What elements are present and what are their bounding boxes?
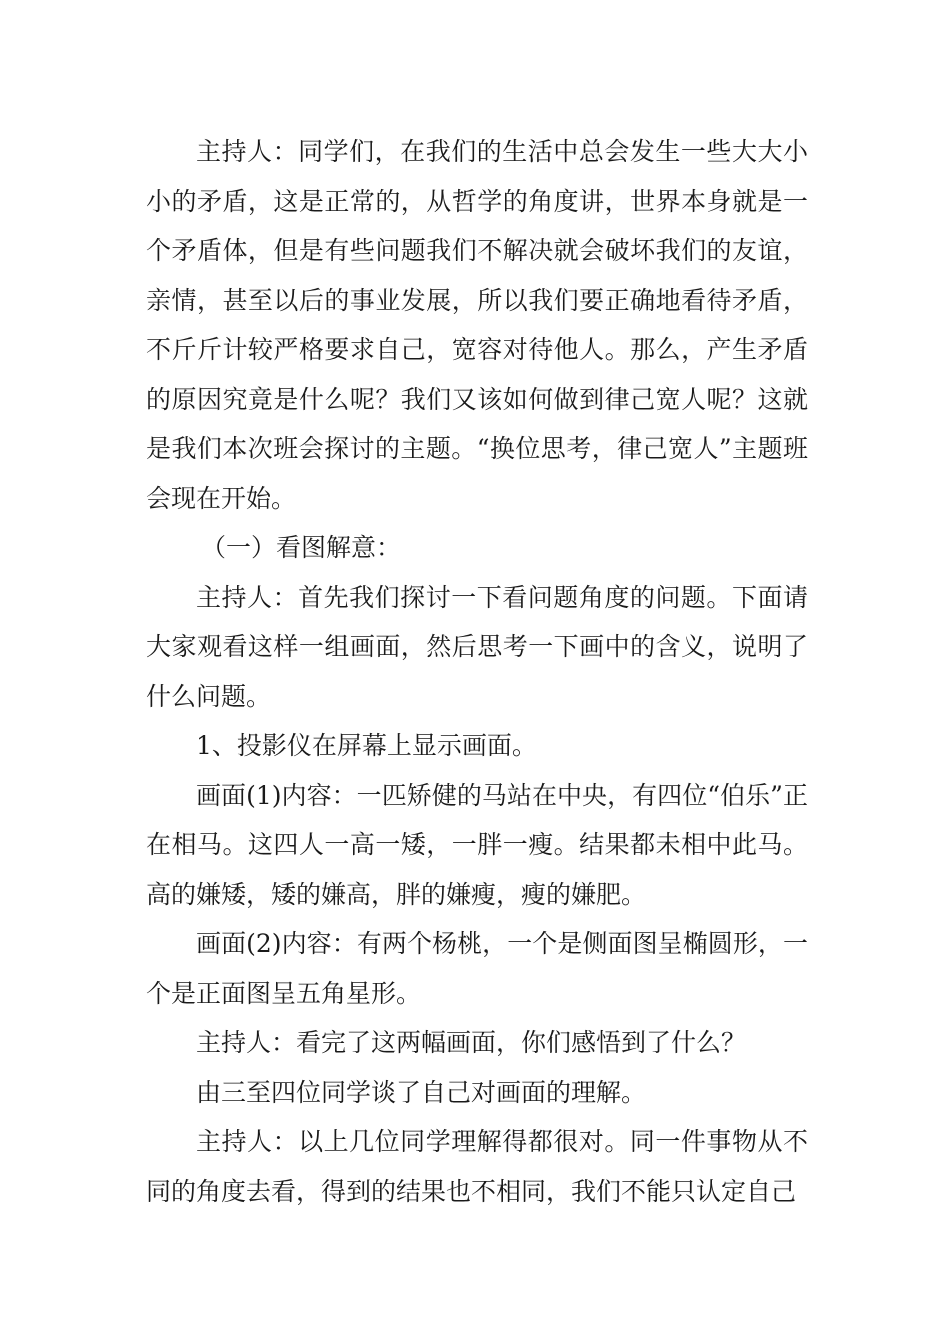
paragraph-picture-2: 画面(2)内容：有两个杨桃，一个是侧面图呈椭圆形，一个是正面图呈五角星形。 (146, 929, 808, 1008)
paragraph-picture-1: 画面(1)内容：一匹矫健的马站在中央，有四位“伯乐”正在相马。这四人一高一矮，一胖一瘦。结果都未相中此马。高的嫌矮，矮的嫌高，胖的嫌瘦，瘦的嫌肥。 (146, 780, 808, 909)
paragraph-step-1: 1、投影仪在屏幕上显示画面。 (196, 731, 537, 760)
paragraph-host-summary: 主持人：以上几位同学理解得都很对。同一件事物从不同的角度去看，得到的结果也不相同，我们不能只认定自己 (146, 1127, 808, 1206)
document-body (146, 127, 808, 1216)
section-heading: （一）看图解意： (201, 533, 402, 562)
paragraph-students: 由三至四位同学谈了自己对画面的理解。 (196, 1077, 647, 1107)
paragraph-intro: 主持人：同学们，在我们的生活中总会发生一些大大小小的矛盾，这是正常的，从哲学的角度讲，世界本身就是一个矛盾体，但是有些问题我们不解决就会破坏我们的友谊，亲情，甚至以后的事业发展，所以我们要正确地看待矛盾，不斤斤计较严格要求自己，宽容对待他人。那么，产生矛盾的原因究竟是什么呢？我们又该如何做到律己宽人呢？这就是我们本次班会探讨的主题。“换位思考，律己宽人”主题班会现在开始。 (146, 137, 808, 513)
paragraph-host-question: 主持人：首先我们探讨一下看问题角度的问题。下面请大家观看这样一组画面，然后思考一下画中的含义，说明了什么问题。 (146, 582, 808, 711)
paragraph-host-prompt: 主持人：看完了这两幅画面，你们感悟到了什么？ (196, 1028, 747, 1057)
